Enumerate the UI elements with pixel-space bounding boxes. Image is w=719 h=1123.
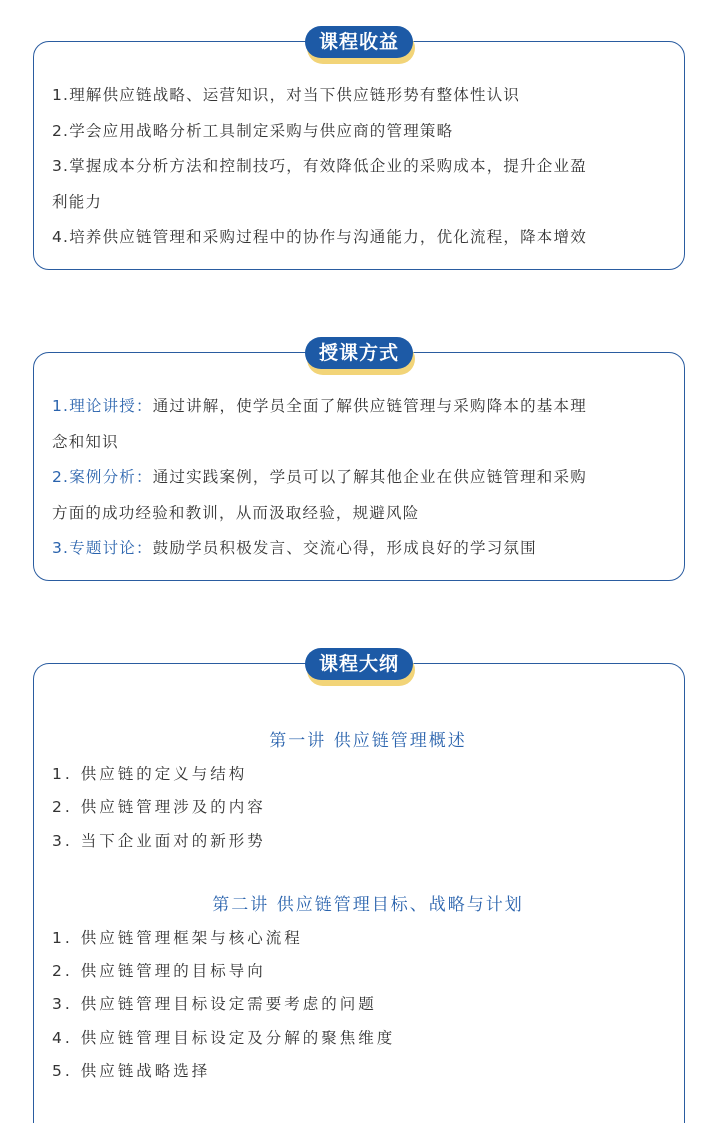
method-item <box>52 531 670 567</box>
methods-list <box>52 389 670 567</box>
section-badge <box>305 337 413 373</box>
method-label: 3.专题讨论： <box>52 539 153 557</box>
outline-content <box>52 724 670 1088</box>
benefit-item: 1.理解供应链战略、运营知识，对当下供应链形势有整体性认识 <box>52 86 521 104</box>
benefits-list <box>52 78 670 256</box>
benefit-item: 4.培养供应链管理和采购过程中的协作与沟通能力，优化流程，降本增效 <box>52 228 587 246</box>
outline-item: 3. 当下企业面对的新形势 <box>52 831 266 850</box>
section-title: 授课方式 <box>305 337 413 369</box>
course-outline-card <box>33 653 685 1123</box>
section-title: 课程收益 <box>305 26 413 58</box>
method-text: 鼓励学员积极发言、交流心得，形成良好的学习氛围 <box>152 539 537 557</box>
benefit-item: 2.学会应用战略分析工具制定采购与供应商的管理策略 <box>52 121 454 140</box>
section-badge <box>305 26 413 62</box>
method-text: 通过讲解，使学员全面了解供应链管理与采购降本的基本理 <box>152 397 587 415</box>
outline-item: 4. 供应链管理目标设定及分解的聚焦维度 <box>52 1028 396 1047</box>
benefit-item-continuation: 利能力 <box>52 192 103 211</box>
teaching-methods-card <box>33 342 685 581</box>
method-item <box>52 460 670 496</box>
outline-item: 1. 供应链的定义与结构 <box>52 765 248 783</box>
method-label: 2.案例分析： <box>52 468 153 486</box>
method-item <box>52 389 670 425</box>
outline-item: 2. 供应链管理涉及的内容 <box>52 798 266 817</box>
lecture-title: 第二讲 供应链管理目标、战略与计划 <box>212 894 524 915</box>
outline-item: 5. 供应链战略选择 <box>52 1062 211 1081</box>
method-label: 1.理论讲授： <box>52 397 153 415</box>
course-benefits-card <box>33 31 685 270</box>
benefit-item: 3.掌握成本分析方法和控制技巧，有效降低企业的采购成本，提升企业盈 <box>52 157 587 175</box>
outline-item: 1. 供应链管理框架与核心流程 <box>52 928 303 947</box>
outline-item: 3. 供应链管理目标设定需要考虑的问题 <box>52 995 377 1014</box>
section-badge <box>305 648 413 684</box>
lecture-title: 第一讲 供应链管理概述 <box>269 731 467 751</box>
method-text: 通过实践案例，学员可以了解其他企业在供应链管理和采购 <box>152 468 587 486</box>
method-item-continuation: 念和知识 <box>52 432 119 451</box>
outline-item: 2. 供应链管理的目标导向 <box>52 962 266 981</box>
method-item-continuation: 方面的成功经验和教训，从而汲取经验，规避风险 <box>52 503 420 522</box>
section-title: 课程大纲 <box>305 648 413 680</box>
